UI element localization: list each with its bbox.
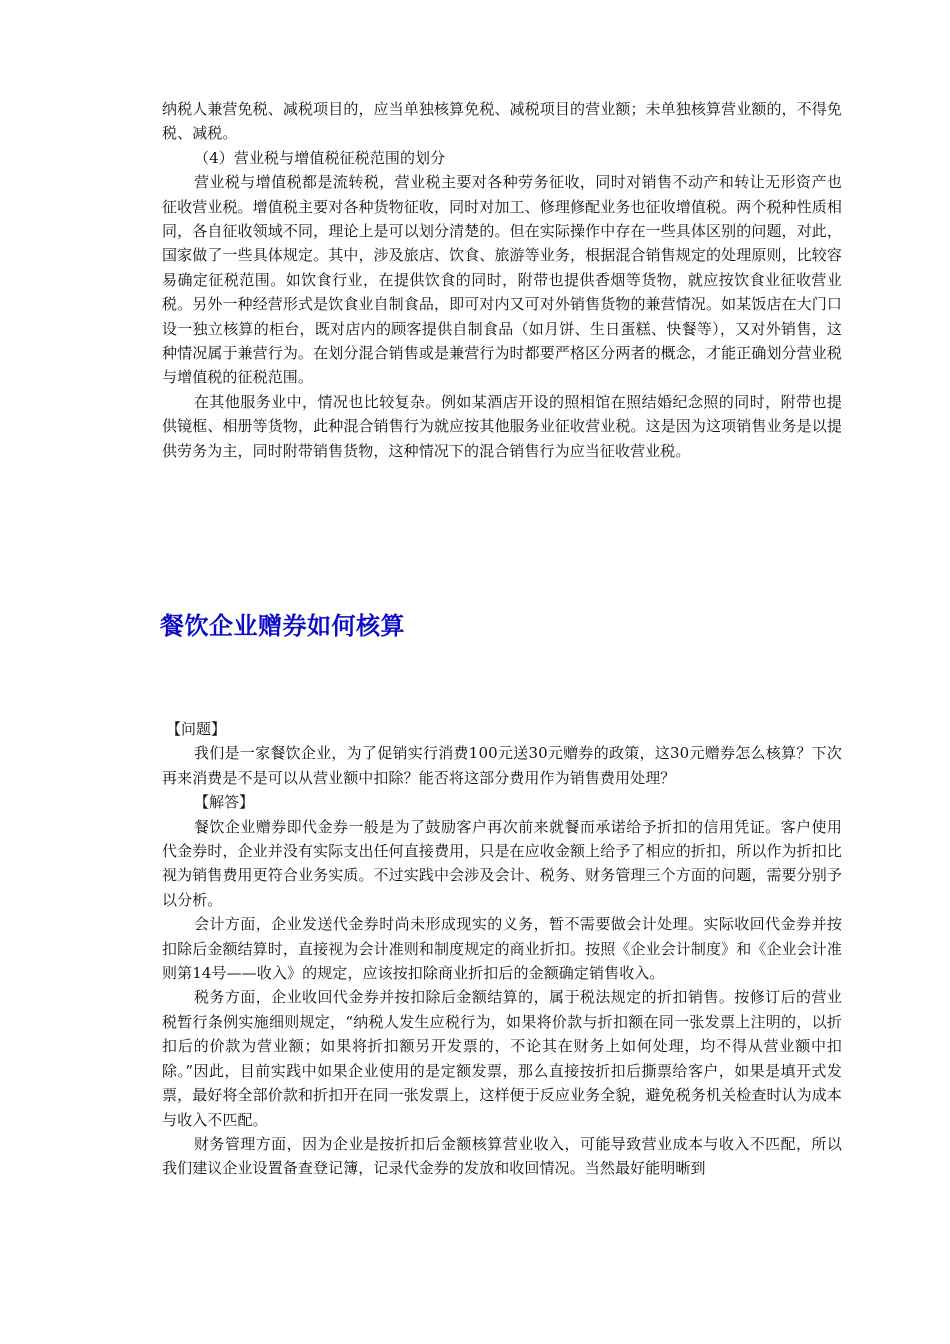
article-title: 餐饮企业赠券如何核算 <box>160 612 405 640</box>
paragraph-vat-vs-business-tax: 营业税与增值税都是流转税，营业税主要对各种劳务征收，同时对销售不动产和转让无形资产也征收营业税。增值税主要对各种货物征收，同时对加工、修理修配业务也征收增值税。两个税种性质相同，各自征收领域不同，理论上是可以划分清楚的。但在实际操作中存在一些具体区别的问题，对此，国家做了一些具体规定。其中，涉及旅店、饮食、旅游等业务，根据混合销售规定的处理原则，比较容易确定征税范围。如饮食行业，在提供饮食的同时，附带也提供香烟等货物，就应按饮食业征收营业税。另外一种经营形式是饮食业自制食品，即可对内又可对外销售货物的兼营情况。如某饭店在大门口设一独立核算的柜台，既对店内的顾客提供自制食品（如月饼、生日蛋糕、快餐等），又对外销售，这种情况属于兼营行为。在划分混合销售或是兼营行为时都要严格区分两者的概念，才能正确划分营业税与增值税的征税范围。 <box>162 173 842 387</box>
answer-label: 【解答】 <box>194 793 255 812</box>
answer-paragraph-accounting: 会计方面，企业发送代金券时尚未形成现实的义务，暂不需要做会计处理。实际收回代金券并按扣除后金额结算时，直接视为会计准则和制度规定的商业折扣。按照《企业会计制度》和《企业会计准则第14号——收入》的规定，应该按扣除商业折扣后的金额确定销售收入。 <box>162 915 842 983</box>
answer-paragraph-intro: 餐饮企业赠券即代金券一般是为了鼓励客户再次前来就餐而承诺给予折扣的信用凭证。客户使用代金券时，企业并没有实际支出任何直接费用，只是在应收金额上给予了相应的折扣，所以作为折扣比视为销售费用更符合业务实质。不过实践中会涉及会计、税务、财务管理三个方面的问题，需要分别予以分析。 <box>162 817 842 909</box>
question-label: 【问题】 <box>166 720 227 738</box>
answer-paragraph-tax: 税务方面，企业收回代金券并按扣除后金额结算的，属于税法规定的折扣销售。按修订后的营业税暂行条例实施细则规定，“纳税人发生应税行为，如果将价款与折扣额在同一张发票上注明的，以折扣后的价款为营业额；如果将折扣额另开发票的，不论其在财务上如何处理，均不得从营业额中扣除。”因此，目前实践中如果企业使用的是定额发票，那么直接按折扣后撕票给客户，如果是填开式发票，最好将全部价款和折扣开在同一张发票上，这样便于反应业务全貌，避免税务机关检查时认为成本与收入不匹配。 <box>162 988 842 1129</box>
question-text: 我们是一家餐饮企业，为了促销实行消费100元送30元赠券的政策，这30元赠券怎么核算？下次再来消费是不是可以从营业额中扣除？能否将这部分费用作为销售费用处理？ <box>162 744 842 787</box>
paragraph-exemption: 纳税人兼营免税、减税项目的，应当单独核算免税、减税项目的营业额；未单独核算营业额的，不得免税、减税。 <box>162 100 842 143</box>
paragraph-other-services: 在其他服务业中，情况也比较复杂。例如某酒店开设的照相馆在照结婚纪念照的同时，附带也提供镜框、相册等货物，此种混合销售行为就应按其他服务业征收营业税。这是因为这项销售业务是以提供劳务为主，同时附带销售货物，这种情况下的混合销售行为应当征收营业税。 <box>162 392 842 460</box>
subheading-tax-scope: （4）营业税与增值税征税范围的划分 <box>194 148 446 167</box>
answer-paragraph-finance: 财务管理方面，因为企业是按折扣后金额核算营业收入，可能导致营业成本与收入不匹配，所以我们建议企业设置备查登记簿，记录代金券的发放和收回情况。当然最好能明晰到 <box>162 1134 842 1178</box>
section-continuation <box>162 97 842 463</box>
article-body <box>162 717 842 1181</box>
